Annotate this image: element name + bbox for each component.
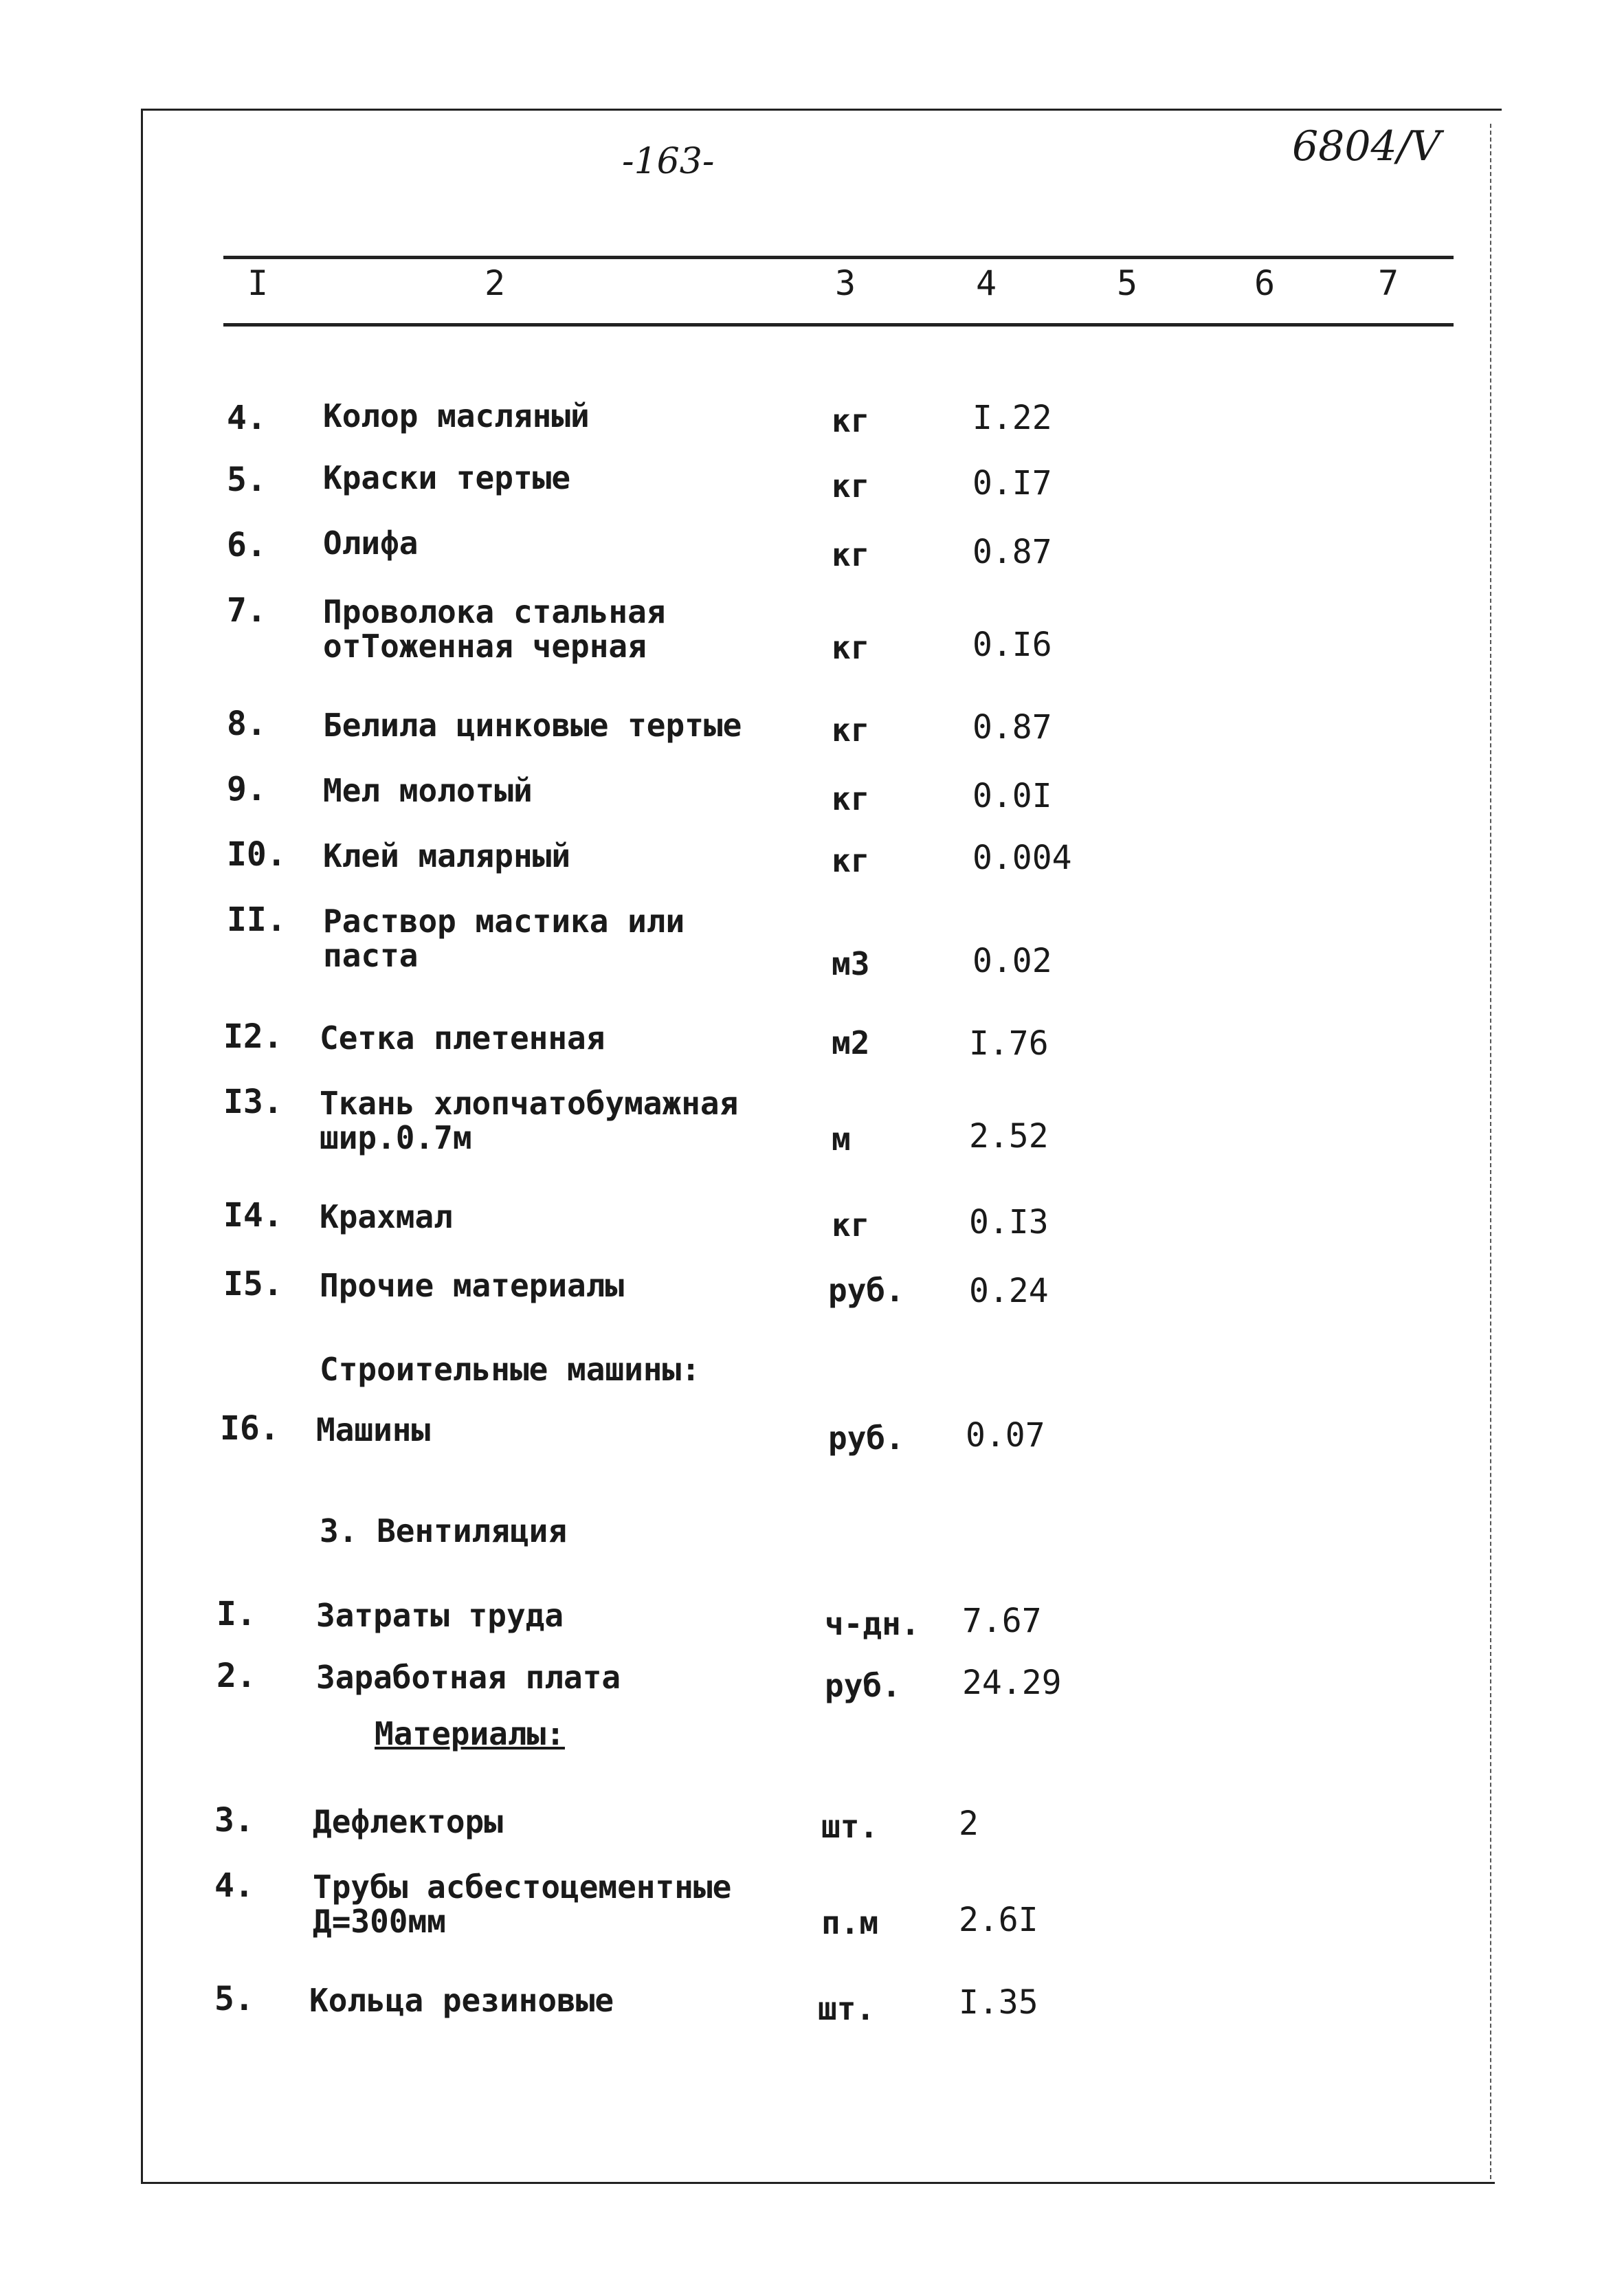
row-number: I2. bbox=[223, 1017, 283, 1056]
frame-left-border bbox=[141, 109, 143, 2182]
row-name: Трубы асбестоцементные Д=300мм bbox=[313, 1868, 732, 1940]
row-name: Машины bbox=[316, 1411, 431, 1448]
row-value: I.76 bbox=[969, 1024, 1049, 1063]
row-value: 0.I6 bbox=[972, 626, 1052, 664]
row-name: Прочие материалы bbox=[320, 1267, 625, 1304]
row-unit: кг bbox=[832, 711, 870, 749]
row-unit: ч-дн. bbox=[825, 1605, 920, 1642]
column-header-1: I bbox=[247, 263, 269, 303]
row-number: 4. bbox=[227, 399, 267, 437]
row-unit: шт. bbox=[821, 1808, 879, 1845]
row-number: I4. bbox=[223, 1196, 283, 1235]
column-header-6: 6 bbox=[1254, 263, 1276, 303]
row-number: I6. bbox=[220, 1409, 280, 1448]
table-header-top-rule bbox=[223, 256, 1454, 259]
row-name: Краски тертые bbox=[323, 459, 571, 496]
row-value: 0.I3 bbox=[969, 1203, 1049, 1241]
row-number: 2. bbox=[216, 1657, 256, 1695]
row-number: I0. bbox=[227, 835, 287, 874]
column-header-7: 7 bbox=[1378, 263, 1399, 303]
row-name: Кольца резиновые bbox=[309, 1982, 614, 2019]
row-unit: кг bbox=[832, 536, 870, 573]
row-number: 7. bbox=[227, 591, 267, 630]
row-value: 2.6I bbox=[959, 1901, 1038, 1939]
row-unit: кг bbox=[832, 1206, 870, 1244]
frame-bottom-border bbox=[141, 2182, 1495, 2184]
row-name: Белила цинковые тертые bbox=[323, 707, 742, 744]
row-unit: п.м bbox=[821, 1904, 879, 1941]
row-value: 2.52 bbox=[969, 1117, 1049, 1156]
row-value: 0.24 bbox=[969, 1272, 1049, 1310]
row-unit: м bbox=[832, 1121, 851, 1158]
page-number: -163- bbox=[622, 141, 715, 182]
row-number: 5. bbox=[227, 461, 267, 499]
row-value: 7.67 bbox=[962, 1602, 1042, 1640]
row-value: 0.07 bbox=[966, 1416, 1045, 1455]
frame-top-border bbox=[141, 109, 1502, 111]
row-value: 24.29 bbox=[962, 1664, 1062, 1702]
row-name: Раствор мастика или паста bbox=[323, 903, 685, 974]
section-heading-ventilation: 3. Вентиляция bbox=[320, 1512, 568, 1549]
row-unit: кг bbox=[832, 842, 870, 879]
row-name: Заработная плата bbox=[316, 1659, 621, 1696]
frame-right-border bbox=[1490, 124, 1491, 2179]
row-value: 0.87 bbox=[972, 708, 1052, 747]
row-number: I5. bbox=[223, 1265, 283, 1303]
row-name: Ткань хлопчатобумажная шир.0.7м bbox=[320, 1085, 739, 1156]
row-value: 0.87 bbox=[972, 533, 1052, 571]
row-number: 4. bbox=[214, 1866, 254, 1905]
materials-heading: Материалы: bbox=[375, 1715, 565, 1752]
row-number: I. bbox=[216, 1595, 256, 1633]
row-name: Проволока стальная отТоженная черная bbox=[323, 593, 666, 665]
machines-heading: Строительные машины: bbox=[320, 1351, 700, 1388]
table-header-bottom-rule bbox=[223, 323, 1454, 327]
row-value: I.35 bbox=[959, 1983, 1038, 2022]
row-unit: руб. bbox=[825, 1667, 901, 1704]
column-header-2: 2 bbox=[485, 263, 506, 303]
row-unit: м2 bbox=[832, 1024, 870, 1061]
row-value: 0.02 bbox=[972, 942, 1052, 980]
row-number: 5. bbox=[214, 1980, 254, 2018]
row-unit: шт. bbox=[818, 1990, 876, 2027]
row-unit: кг bbox=[832, 402, 870, 439]
row-name: Затраты труда bbox=[316, 1597, 564, 1634]
row-name: Мел молотый bbox=[323, 772, 533, 809]
row-name: Колор масляный bbox=[323, 397, 590, 434]
row-unit: руб. bbox=[828, 1420, 904, 1457]
row-value: 0.004 bbox=[972, 839, 1072, 877]
row-unit: кг bbox=[832, 629, 870, 666]
document-code: 6804/V bbox=[1292, 122, 1441, 170]
row-name: Олифа bbox=[323, 525, 419, 562]
row-unit: м3 bbox=[832, 945, 870, 982]
row-unit: кг bbox=[832, 780, 870, 817]
column-header-5: 5 bbox=[1117, 263, 1138, 303]
row-name: Крахмал bbox=[320, 1198, 453, 1235]
row-number: 6. bbox=[227, 526, 267, 564]
row-value: 0.I7 bbox=[972, 464, 1052, 503]
column-header-4: 4 bbox=[976, 263, 997, 303]
row-name: Дефлекторы bbox=[313, 1803, 503, 1840]
row-unit: руб. bbox=[828, 1272, 904, 1309]
row-name: Сетка плетенная bbox=[320, 1019, 605, 1057]
row-value: I.22 bbox=[972, 399, 1052, 437]
row-number: 3. bbox=[214, 1801, 254, 1840]
row-number: 8. bbox=[227, 705, 267, 743]
row-number: I3. bbox=[223, 1083, 283, 1121]
row-unit: кг bbox=[832, 467, 870, 505]
column-header-3: 3 bbox=[835, 263, 856, 303]
row-value: 2 bbox=[959, 1804, 979, 1843]
row-number: II. bbox=[227, 901, 287, 939]
row-number: 9. bbox=[227, 770, 267, 808]
row-name: Клей малярный bbox=[323, 837, 571, 874]
row-value: 0.0I bbox=[972, 777, 1052, 815]
